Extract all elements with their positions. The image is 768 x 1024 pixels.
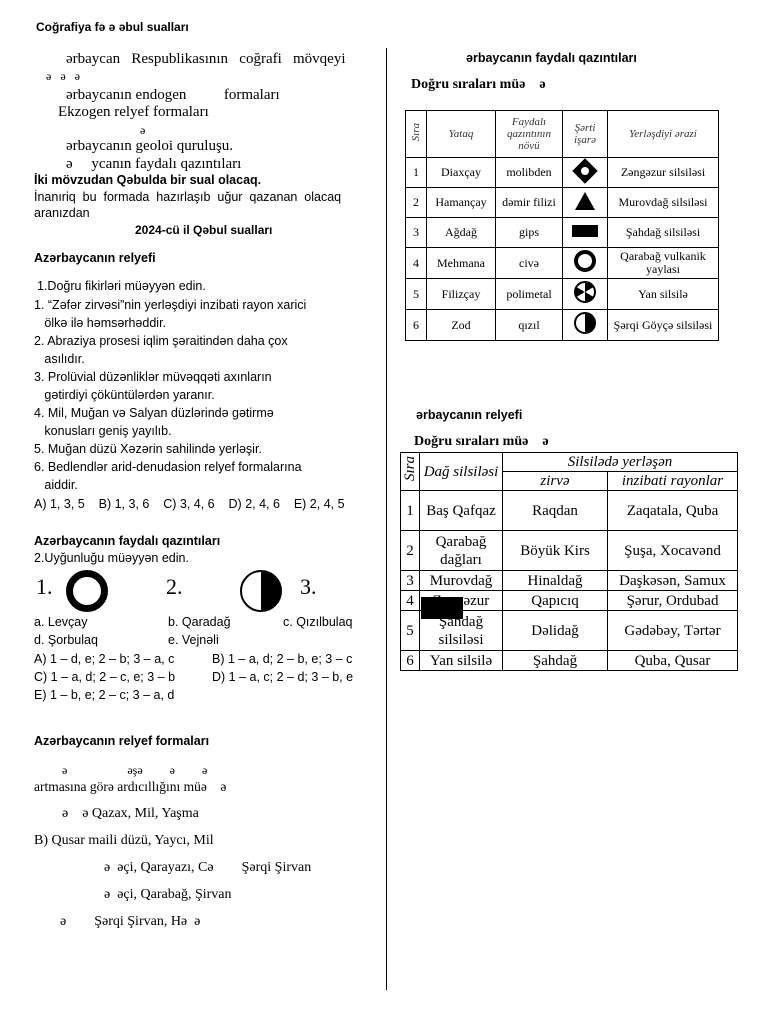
cell: Yan silsilə <box>420 651 503 671</box>
cell: Filizçay <box>427 279 496 310</box>
cell: 6 <box>406 310 427 341</box>
wish-line-2: aranızdan <box>34 206 90 220</box>
rectangle-symbol <box>572 225 598 237</box>
cell: 5 <box>406 279 427 310</box>
cell: Zod <box>427 310 496 341</box>
statement-line: konusları geniş yayılıb. <box>34 424 172 438</box>
q3-frag-2: artmasına görə ardıcıllığını müə ə <box>34 779 227 794</box>
table2-subtitle: Doğru sıraları müə ə <box>414 434 549 449</box>
topic-5: ə ycanın faydalı qazıntıları <box>66 156 242 172</box>
header-cell: inzibati rayonlar <box>608 472 738 491</box>
cell: Murovdağ silsiləsi <box>608 188 719 218</box>
q3-option: ə əçi, Qarayazı, Cə Şərqi Şirvan <box>104 860 312 875</box>
bold-note: İki mövzudan Qəbulda bir sual olacaq. <box>34 173 262 187</box>
cell: 4 <box>401 591 420 611</box>
cell: Zəngəzur silsiləsi <box>608 158 719 188</box>
cell <box>563 248 608 279</box>
header-cell: Sıra <box>406 111 427 158</box>
header-cell: zirvə <box>503 472 608 491</box>
header-cell: Silsilədə yerləşən <box>503 453 738 472</box>
statement-line: asılıdır. <box>34 352 85 366</box>
cell: Hinaldağ <box>503 571 608 591</box>
cell: 5 <box>401 611 420 651</box>
q2-option: b. Qaradağ <box>168 615 231 629</box>
cell: dəmir filizi <box>496 188 563 218</box>
cell: qızıl <box>496 310 563 341</box>
table-row <box>401 611 738 651</box>
year-heading: 2024-cü il Qəbul sualları <box>135 223 273 237</box>
cell <box>563 310 608 341</box>
cell: Şahdağ <box>503 651 608 671</box>
cell: Şahdağ silsiləsi <box>608 218 719 248</box>
table-header-row <box>406 111 719 158</box>
cell: 4 <box>406 248 427 279</box>
cell: 1 <box>401 491 420 531</box>
cell <box>563 188 608 218</box>
statement-line: ölkə ilə həmsərhəddir. <box>34 316 167 330</box>
q1-statements <box>34 296 306 494</box>
cell: Diaxçay <box>427 158 496 188</box>
q2-answer-c: C) 1 – a, d; 2 – c, e; 3 – b <box>34 670 176 684</box>
topic-2: ərbaycanın endogen formaları <box>66 87 280 103</box>
cell: Şərur, Ordubad <box>608 591 738 611</box>
header-cell: Yataq <box>427 111 496 158</box>
q2-option: e. Vejnəli <box>168 633 219 647</box>
cell: Dəlidağ <box>503 611 608 651</box>
cell: Raqdan <box>503 491 608 531</box>
cell: Şuşa, Xocavənd <box>608 531 738 571</box>
q1-heading: Azərbaycanın relyefi <box>34 251 156 265</box>
statement-line: gətirdiyi çöküntülərdən yaranır. <box>34 388 215 402</box>
q2-option: d. Şorbulaq <box>34 633 98 647</box>
wish-line-1: İnanıriq bu formada hazırlaşıb uğur qazanan olacaq <box>34 190 342 204</box>
table-row <box>401 531 738 571</box>
q2-prompt: 2.Uyğunluğu müəyyən edin. <box>34 551 189 565</box>
ring-symbol <box>574 250 596 272</box>
statement-line: 1. “Zəfər zirvəsi”nin yerləşdiyi inzibati rayon xarici <box>34 298 307 312</box>
table-row <box>401 651 738 671</box>
cell: Mehmana <box>427 248 496 279</box>
cell: 2 <box>401 531 420 571</box>
cell: Ağdağ <box>427 218 496 248</box>
cell: Şərqi Göyçə silsiləsi <box>608 310 719 341</box>
cell: Baş Qafqaz <box>420 491 503 531</box>
topic-1: ərbaycan Respublikasının coğrafi mövqeyi <box>66 51 346 67</box>
q3-heading: Azərbaycanın relyef formaları <box>34 734 210 748</box>
cell: 3 <box>401 571 420 591</box>
cell: Daşkəsən, Samux <box>608 571 738 591</box>
table-row <box>401 591 738 611</box>
cell: Yan silsilə <box>608 279 719 310</box>
ring-symbol <box>66 570 108 612</box>
cell <box>563 218 608 248</box>
table2-title: ərbaycanın relyefi <box>416 408 523 422</box>
q2-symbol-num-1: 1. <box>36 574 53 599</box>
q2-answer-a: A) 1 – d, e; 2 – b; 3 – a, c <box>34 652 175 666</box>
radiation-symbol <box>574 281 596 303</box>
q2-symbol-num-2: 2. <box>166 574 183 599</box>
half-circle-symbol <box>574 312 596 334</box>
topic-3-frag: ə <box>140 123 146 137</box>
table-row <box>406 310 719 341</box>
table1-title: ərbaycanın faydalı qazıntıları <box>466 51 637 65</box>
table1-subtitle: Doğru sıraları müə ə <box>411 77 546 92</box>
q2-symbol-num-3: 3. <box>300 574 317 599</box>
q2-heading: Azərbaycanın faydalı qazıntıları <box>34 534 221 548</box>
statement-line: 6. Bedlendlər arid-denudasion relyef formalarına <box>34 460 302 474</box>
cell: Qarabağ dağları <box>420 531 503 571</box>
table-row <box>406 158 719 188</box>
cell: 1 <box>406 158 427 188</box>
cell: molibden <box>496 158 563 188</box>
diamond-symbol <box>572 158 597 183</box>
q3-option: ə ə Qazax, Mil, Yaşma <box>62 806 199 821</box>
triangle-symbol <box>575 192 595 210</box>
header-cell: Dağ silsiləsi <box>420 453 503 491</box>
cell <box>563 279 608 310</box>
header-cell: Yerləşdiyi ərazi <box>608 111 719 158</box>
topic-1-frag: ə ə ə <box>46 69 80 83</box>
cell: civə <box>496 248 563 279</box>
q2-option: a. Levçay <box>34 615 88 629</box>
table-row <box>406 188 719 218</box>
cell <box>563 158 608 188</box>
q2-answer-d: D) 1 – a, c; 2 – d; 3 – b, e <box>212 670 354 684</box>
cell: Qarabağ vulkanik yaylası <box>608 248 719 279</box>
header-cell: Şərti işarə <box>563 111 608 158</box>
q3-option: ə Şərqi Şirvan, Hə ə <box>60 914 201 929</box>
cell: Hamançay <box>427 188 496 218</box>
half-circle-symbol <box>240 570 282 612</box>
statement-line: aiddir. <box>34 478 78 492</box>
page-title: Coğrafiya fə ə əbul sualları <box>36 20 189 34</box>
cell: Şahdağ silsiləsi <box>420 611 503 651</box>
table-row <box>406 248 719 279</box>
statement-line: 4. Mil, Muğan və Salyan düzlərində gətirmə <box>34 406 274 420</box>
cell: Zaqatala, Quba <box>608 491 738 531</box>
cell: 6 <box>401 651 420 671</box>
table-row <box>406 279 719 310</box>
q2-answer-e: E) 1 – b, e; 2 – c; 3 – a, d <box>34 688 175 702</box>
q1-answers: A) 1, 3, 5 B) 1, 3, 6 C) 3, 4, 6 D) 2, 4, 6 E) 2, 4, 5 <box>34 497 345 511</box>
cell: Zəngəzur <box>420 591 503 611</box>
cell: gips <box>496 218 563 248</box>
cell: 2 <box>406 188 427 218</box>
table-row <box>406 218 719 248</box>
q3-frag-1: ə əşə ə ə <box>62 763 208 777</box>
topic-4: ərbaycanın geoloi quruluşu. <box>66 138 234 154</box>
header-cell: Sıra <box>401 453 420 491</box>
minerals-table <box>405 110 719 341</box>
cell: polimetal <box>496 279 563 310</box>
cell: Quba, Qusar <box>608 651 738 671</box>
statement-line: 3. Prolüvial düzənliklər müvəqqəti axınların <box>34 370 272 384</box>
topic-3: Ekzogen relyef formaları <box>58 104 209 120</box>
column-divider <box>386 48 387 990</box>
q2-answer-b: B) 1 – a, d; 2 – b, e; 3 – c <box>212 652 353 666</box>
header-cell: Faydalı qazıntının növü <box>496 111 563 158</box>
cell: 3 <box>406 218 427 248</box>
cell: Gədəbəy, Tərtər <box>608 611 738 651</box>
statement-line: 2. Abraziya prosesi iqlim şəraitindən daha çox <box>34 334 288 348</box>
relief-table <box>400 452 738 671</box>
table-row <box>401 571 738 591</box>
q2-option: c. Qızılbulaq <box>283 615 353 629</box>
q1-prompt: 1.Doğru fikirləri müəyyən edin. <box>37 279 206 293</box>
q3-option: ə əçi, Qarabağ, Şirvan <box>104 887 232 902</box>
cell: Böyük Kirs <box>503 531 608 571</box>
cell: Murovdağ <box>420 571 503 591</box>
table-header-row <box>401 453 738 472</box>
table-row <box>401 491 738 531</box>
q3-option: B) Qusar maili düzü, Yaycı, Mil <box>34 833 214 848</box>
cell: Qapıcıq <box>503 591 608 611</box>
statement-line: 5. Muğan düzü Xəzərin sahilində yerləşir. <box>34 442 262 456</box>
